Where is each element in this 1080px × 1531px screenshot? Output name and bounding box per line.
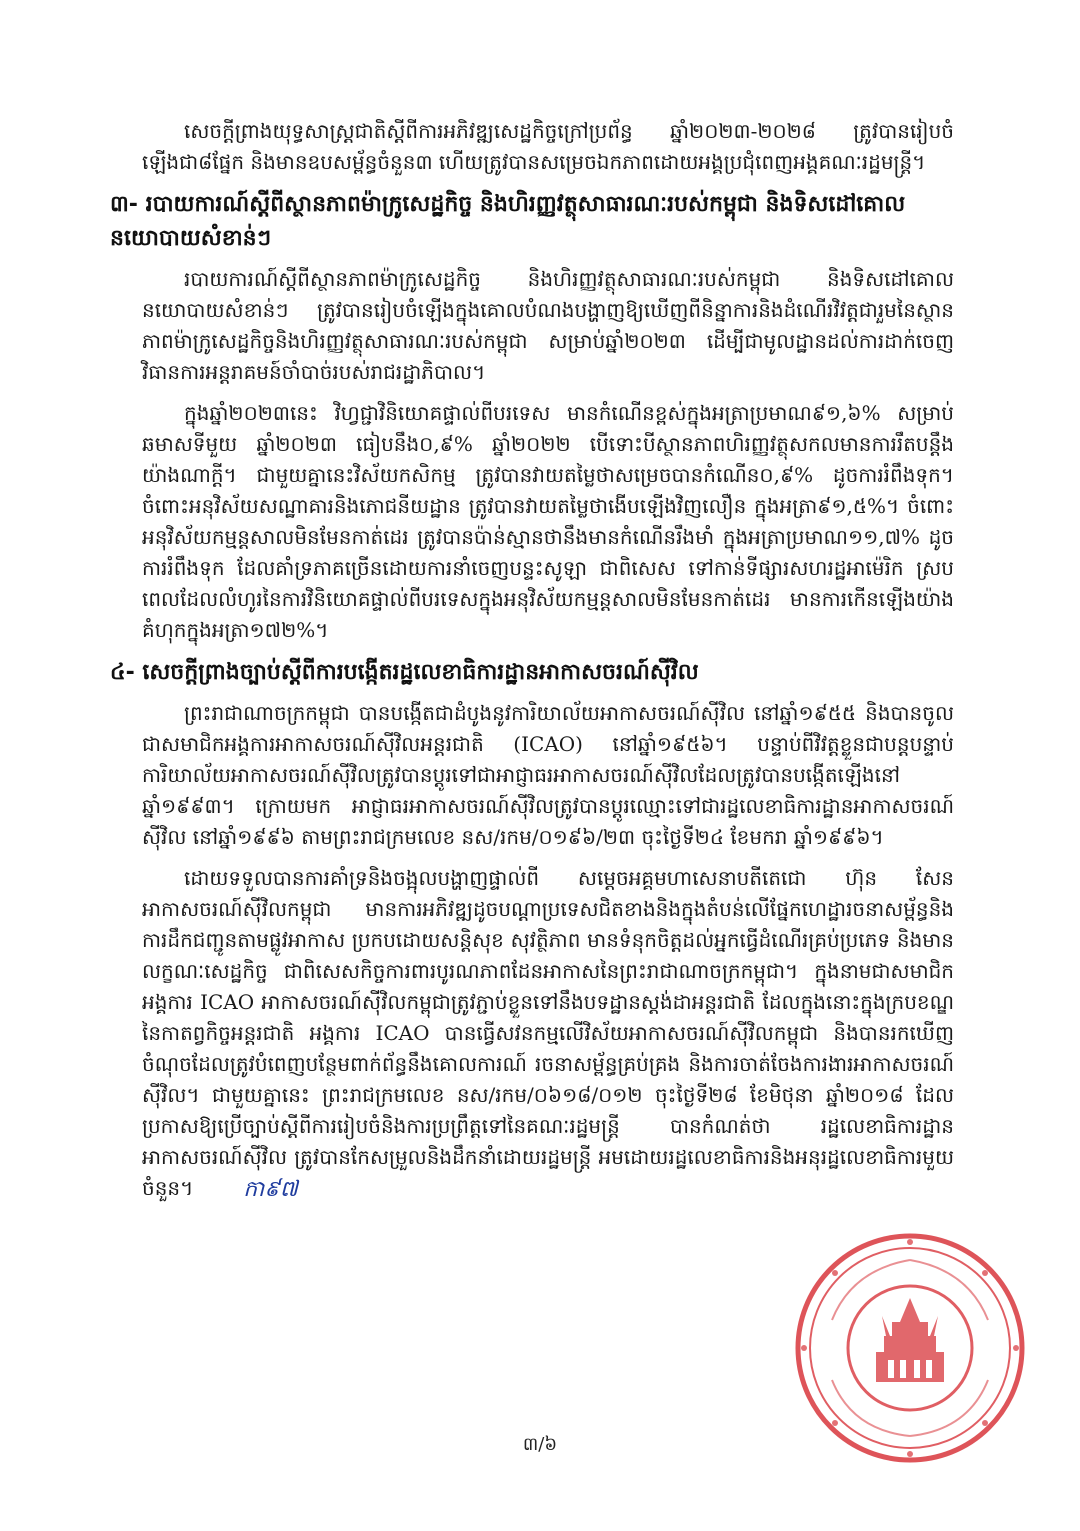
section-4-heading: ៤- សេចក្តីព្រាងច្បាប់ស្តីពីការបង្កើតរដ្ឋលេខាធិការដ្ឋានអាកាសចរណ៍ស៊ីវិល	[110, 660, 699, 685]
handwritten-initials: កា៩៧	[243, 1177, 298, 1202]
section-3-heading: ៣- របាយការណ៍ស្តីពីស្ថានភាពម៉ាក្រូសេដ្ឋកិច្ច និងហិរញ្ញវត្ថុសាធារណៈរបស់កម្ពុជា និងទិសដៅគោលនយោបាយសំខាន់ៗ	[110, 192, 906, 251]
paragraph-intro: សេចក្តីព្រាងយុទ្ធសាស្ត្រជាតិស្តីពីការអភិវឌ្ឍសេដ្ឋកិច្ចក្រៅប្រព័ន្ធ ឆ្នាំ២០២៣-២០២៨ ត្រូវបានរៀបចំឡើងជា៨ផ្នែក និងមានឧបសម្ព័ន្ធចំនួន៣ ហើយត្រូវបានសម្រេចឯកភាពដោយអង្គប្រជុំពេញអង្គគណៈរដ្ឋមន្ត្រី។	[142, 119, 954, 174]
paragraph-section4-2-text: ដោយទទួលបានការគាំទ្រនិងចង្អុលបង្ហាញផ្ទាល់ពី សម្តេចអគ្គមហាសេនាបតីតេជោ ហ៊ុន សែន អាកាសចរណ៍ស៊ីវិលកម្ពុជា មានការអភិវឌ្ឍដូចបណ្តាប្រទេសជិតខាងនិងក្នុងតំបន់លើផ្នែកហេដ្ឋារចនាសម្ព័ន្ធនិងការដឹកជញ្ជូនតាមផ្លូវអាកាស ប្រកបដោយសន្តិសុខ សុវត្ថិភាព មានទំនុកចិត្តដល់អ្នកធ្វើដំណើរគ្រប់ប្រភេទ និងមានលក្ខណៈសេដ្ឋកិច្ច ជាពិសេសកិច្ចការពារបូរណភាពដែនអាកាសនៃព្រះរាជាណាចក្រកម្ពុជា។ ក្នុងនាមជាសមាជិកអង្គការ ICAO អាកាសចរណ៍ស៊ីវិលកម្ពុជាត្រូវភ្ជាប់ខ្លួនទៅនឹងបទដ្ឋានស្តង់ដាអន្តរជាតិ ដែលក្នុងនោះក្នុងក្របខណ្ឌនៃកាតព្វកិច្ចអន្តរជាតិ អង្គការ ICAO បានធ្វើសវនកម្មលើវិស័យអាកាសចរណ៍ស៊ីវិលកម្ពុជា និងបានរកឃើញចំណុចដែលត្រូវបំពេញបន្ថែមពាក់ព័ន្ធនឹងគោលការណ៍ រចនាសម្ព័ន្ធគ្រប់គ្រង និងការចាត់ចែងការងារអាកាសចរណ៍ស៊ីវិល។ ជាមួយគ្នានេះ ព្រះរាជក្រមលេខ នស/រកម/០៦១៨/០១២ ចុះថ្ងៃទី២៨ ខែមិថុនា ឆ្នាំ២០១៨ ដែលប្រកាសឱ្យប្រើច្បាប់ស្តីពីការរៀបចំនិងការប្រព្រឹត្តទៅនៃគណៈរដ្ឋមន្ត្រី បានកំណត់ថា រដ្ឋលេខាធិការដ្ឋានអាកាសចរណ៍ស៊ីវិល ត្រូវបានកែសម្រួលនិងដឹកនាំដោយរដ្ឋមន្ត្រី អមដោយរដ្ឋលេខាធិការនិងអនុរដ្ឋលេខាធិការមួយចំនួន។	[142, 866, 954, 1200]
document-body	[110, 116, 954, 1215]
page-number: ៣/៦	[522, 1434, 558, 1455]
paragraph-section3-1: របាយការណ៍ស្តីពីស្ថានភាពម៉ាក្រូសេដ្ឋកិច្ច និងហិរញ្ញវត្ថុសាធារណៈរបស់កម្ពុជា និងទិសដៅគោលនយោបាយសំខាន់ៗ ត្រូវបានរៀបចំឡើងក្នុងគោលបំណងបង្ហាញឱ្យឃើញពីនិន្នាការនិងដំណើរវិវត្តជារួមនៃស្ថានភាពម៉ាក្រូសេដ្ឋកិច្ចនិងហិរញ្ញវត្ថុសាធារណៈរបស់កម្ពុជា សម្រាប់ឆ្នាំ២០២៣ ដើម្បីជាមូលដ្ឋានដល់ការដាក់ចេញវិធានការអន្តរាគមន៍ចាំបាច់របស់រាជរដ្ឋាភិបាល។	[142, 267, 954, 384]
paragraph-section4-1: ព្រះរាជាណាចក្រកម្ពុជា បានបង្កើតជាដំបូងនូវការិយាល័យអាកាសចរណ៍ស៊ីវិល នៅឆ្នាំ១៩៥៥ និងបានចូលជាសមាជិកអង្គការអាកាសចរណ៍ស៊ីវិលអន្តរជាតិ (ICAO) នៅឆ្នាំ១៩៥៦។ បន្ទាប់ពីវិវត្តខ្លួនជាបន្តបន្ទាប់ ការិយាល័យអាកាសចរណ៍ស៊ីវិលត្រូវបានប្តូរទៅជាអាជ្ញាធរអាកាសចរណ៍ស៊ីវិលដែលត្រូវបានបង្កើតឡើងនៅឆ្នាំ១៩៩៣។ ក្រោយមក អាជ្ញាធរអាកាសចរណ៍ស៊ីវិលត្រូវបានប្តូរឈ្មោះទៅជារដ្ឋលេខាធិការដ្ឋានអាកាសចរណ៍ស៊ីវិល នៅឆ្នាំ១៩៩៦ តាមព្រះរាជក្រមលេខ នស/រកម/០១៩៦/២៣ ចុះថ្ងៃទី២៤ ខែមករា ឆ្នាំ១៩៩៦។	[142, 701, 954, 849]
paragraph-section3-2: ក្នុងឆ្នាំ២០២៣នេះ វិហ្វជ្ជាវិនិយោគផ្ទាល់ពីបរទេស មានកំណើនខ្ពស់ក្នុងអត្រាប្រមាណ៩១,៦% សម្រាប់ឆមាសទីមួយ ឆ្នាំ២០២៣ ធៀបនឹង០,៩% ឆ្នាំ២០២២ បើទោះបីស្ថានភាពហិរញ្ញវត្ថុសកលមានការរឹតបន្តឹងយ៉ាងណាក្តី។ ជាមួយគ្នានេះវិស័យកសិកម្ម ត្រូវបានវាយតម្លៃថាសម្រេចបានកំណើន០,៩% ដូចការរំពឹងទុក។ ចំពោះអនុវិស័យសណ្ឋាគារនិងភោជនីយដ្ឋាន ត្រូវបានវាយតម្លៃថាងើបឡើងវិញលឿន ក្នុងអត្រា៩១,៥%។ ចំពោះអនុវិស័យកម្មន្តសាលមិនមែនកាត់ដេរ ត្រូវបានប៉ាន់ស្មានថានឹងមានកំណើនរឹងមាំ ក្នុងអត្រាប្រមាណ១១,៧% ដូចការរំពឹងទុក ដែលគាំទ្រភាគច្រើនដោយការនាំចេញបន្ទះសូឡា ជាពិសេស ទៅកាន់ទីផ្សារសហរដ្ឋអាម៉េរិក ស្របពេលដែលលំហូរនៃការវិនិយោគផ្ទាល់ពីបរទេសក្នុងអនុវិស័យកម្មន្តសាលមិនមែនកាត់ដេរ មានការកើនឡើងយ៉ាងគំហុកក្នុងអត្រា១៧២%។	[142, 401, 954, 642]
paragraph-section4-2	[142, 863, 954, 1205]
official-seal-icon	[792, 1230, 1028, 1466]
